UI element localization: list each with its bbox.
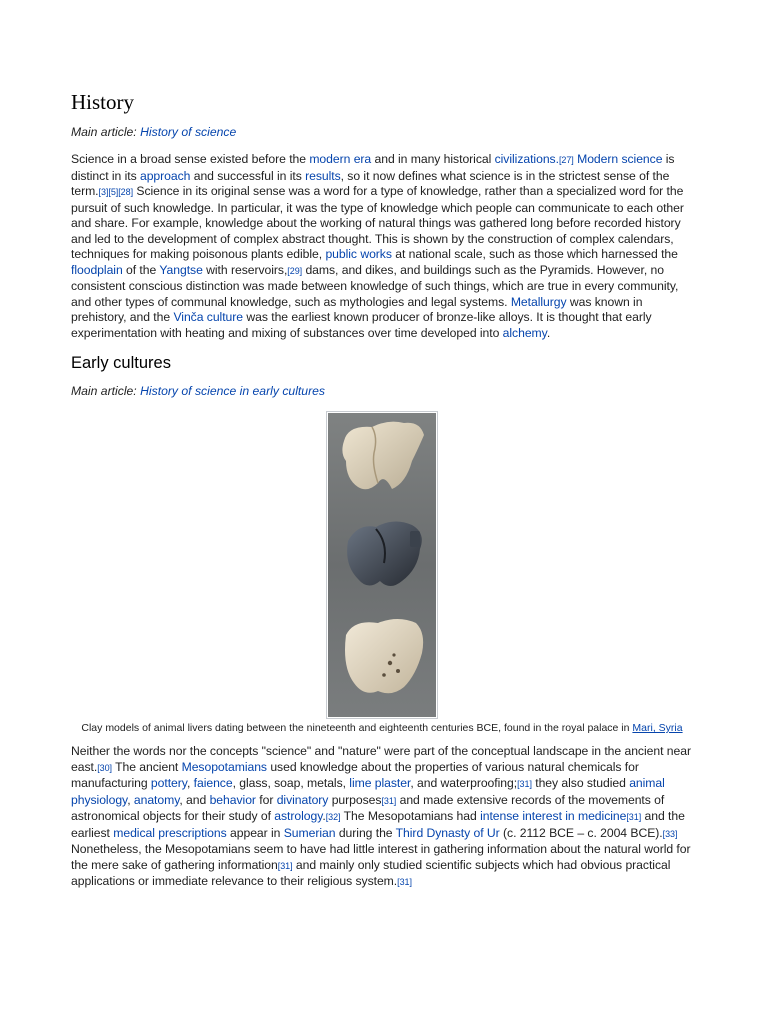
main-article-note: Main article: History of science in early cultures xyxy=(71,384,326,398)
citation-link[interactable]: [31] xyxy=(381,795,397,806)
link-lime-plaster[interactable]: lime plaster xyxy=(349,776,411,790)
clay-liver-models-image[interactable] xyxy=(326,411,438,719)
citation-link[interactable]: [28] xyxy=(118,187,134,197)
link-floodplain[interactable]: floodplain xyxy=(71,262,123,277)
link-faience[interactable]: faience xyxy=(193,776,233,790)
history-paragraph: Science in a broad sense existed before the modern era and in many historical civilizations.[27] Modern science is distinct in its approach and successful in its results, so it now defines what science is in the strictest sense of the term.[3][5][28] Science in its original sense was a word for a type of knowledge, rather than a specialized word for the pursuit of such knowledge. In particular, it was the type of knowledge which people can communicate to each other and share. For example, knowledge about the working of natural things was gathered long before recorded history and led to the development of complex abstract thought. This is shown by the construction of complex calendars, techniques for making poisonous plants edible, public works at national scale, such as those which harnessed the floodplain of the Yangtse with reservoirs,[29] dams, and dikes, and buildings such as the Pyramids. However, no consistent conscious distinction was made between knowledge of such things, which are true in every community, and other types of communal knowledge, such as mythologies and legal systems. Metallurgy was known in prehistory, and the Vinča culture was the earliest known producer of bronze-like alloys. It is thought that early experimentation with heating and mixing of substances over time developed into alchemy. xyxy=(71,152,684,340)
citation-link[interactable]: [32] xyxy=(325,812,341,822)
citation-link[interactable]: [3] xyxy=(98,187,109,197)
main-article-link[interactable]: History of science xyxy=(140,125,237,139)
link-medical-prescriptions[interactable]: medical prescriptions xyxy=(113,825,227,840)
link-anatomy[interactable]: anatomy xyxy=(133,792,180,807)
link-yangtse[interactable]: Yangtse xyxy=(159,262,203,277)
citation-link[interactable]: [27] xyxy=(558,155,574,165)
clay-liver-models-photo xyxy=(328,413,436,717)
section-heading-history: History xyxy=(71,90,134,114)
link-sumerian[interactable]: Sumerian xyxy=(283,825,336,840)
link-results[interactable]: results xyxy=(305,168,341,183)
link-astrology[interactable]: astrology xyxy=(274,809,323,823)
figure-caption: Clay models of animal livers dating between the nineteenth and eighteenth centuries BCE, found in the royal palace in Mari, Syria xyxy=(81,722,683,734)
section-heading-early-cultures: Early cultures xyxy=(71,354,171,372)
citation-link[interactable]: [31] xyxy=(397,877,412,887)
citation-link[interactable]: [29] xyxy=(287,265,303,276)
link-divinatory[interactable]: divinatory xyxy=(276,792,329,807)
link-intense-interest-in-medicine[interactable]: intense interest in medicine xyxy=(480,809,627,823)
link-mesopotamians[interactable]: Mesopotamians xyxy=(181,759,267,774)
citation-link[interactable]: [30] xyxy=(97,762,112,773)
article-body xyxy=(71,88,693,901)
link-animal-physiology[interactable]: animal physiology xyxy=(71,776,665,807)
link-metallurgy[interactable]: Metallurgy xyxy=(510,294,567,309)
main-article-note: Main article: History of science xyxy=(71,125,237,139)
link-public-works[interactable]: public works xyxy=(325,247,392,261)
link-modern-science[interactable]: Modern science xyxy=(577,152,663,166)
link-modern-era[interactable]: modern era xyxy=(309,152,372,166)
citation-link[interactable]: [31] xyxy=(626,812,642,822)
link-approach[interactable]: approach xyxy=(139,168,191,183)
citation-link[interactable]: [5] xyxy=(108,187,119,197)
citation-link[interactable]: [33] xyxy=(662,828,678,839)
figure-clay-livers xyxy=(71,411,693,736)
link-alchemy[interactable]: alchemy xyxy=(502,325,547,340)
citation-link[interactable]: [31] xyxy=(517,779,532,789)
link-behavior[interactable]: behavior xyxy=(209,792,256,807)
link-pottery[interactable]: pottery xyxy=(150,776,187,790)
main-article-link[interactable]: History of science in early cultures xyxy=(140,384,326,398)
link-civilizations[interactable]: civilizations. xyxy=(494,152,559,166)
link-third-dynasty-of-ur[interactable]: Third Dynasty of Ur xyxy=(395,825,500,840)
link-mari-syria[interactable]: Mari, Syria xyxy=(632,722,683,734)
early-cultures-paragraph: Neither the words nor the concepts "science" and "nature" were part of the conceptual landscape in the ancient near east.[30] The ancient Mesopotamians used knowledge about the properties of various natural chemicals for manufacturing pottery, faience, glass, soap, metals, lime plaster, and waterproofing;[31] they also studied animal physiology, anatomy, and behavior for divinatory purposes[31] and made extensive records of the movements of astronomical objects for their study of astrology.[32] The Mesopotamians had intense interest in medicine[31] and the earliest medical prescriptions appear in Sumerian during the Third Dynasty of Ur (c. 2112 BCE – c. 2004 BCE).[33] Nonetheless, the Mesopotamians seem to have had little interest in gathering information about the natural world for the mere sake of gathering information[31] and mainly only studied scientific subjects which had obvious practical applications or immediate relevance to their religious system.[31] xyxy=(71,744,691,888)
link-vinca-culture[interactable]: Vinča culture xyxy=(173,310,244,324)
citation-link[interactable]: [31] xyxy=(277,860,293,871)
